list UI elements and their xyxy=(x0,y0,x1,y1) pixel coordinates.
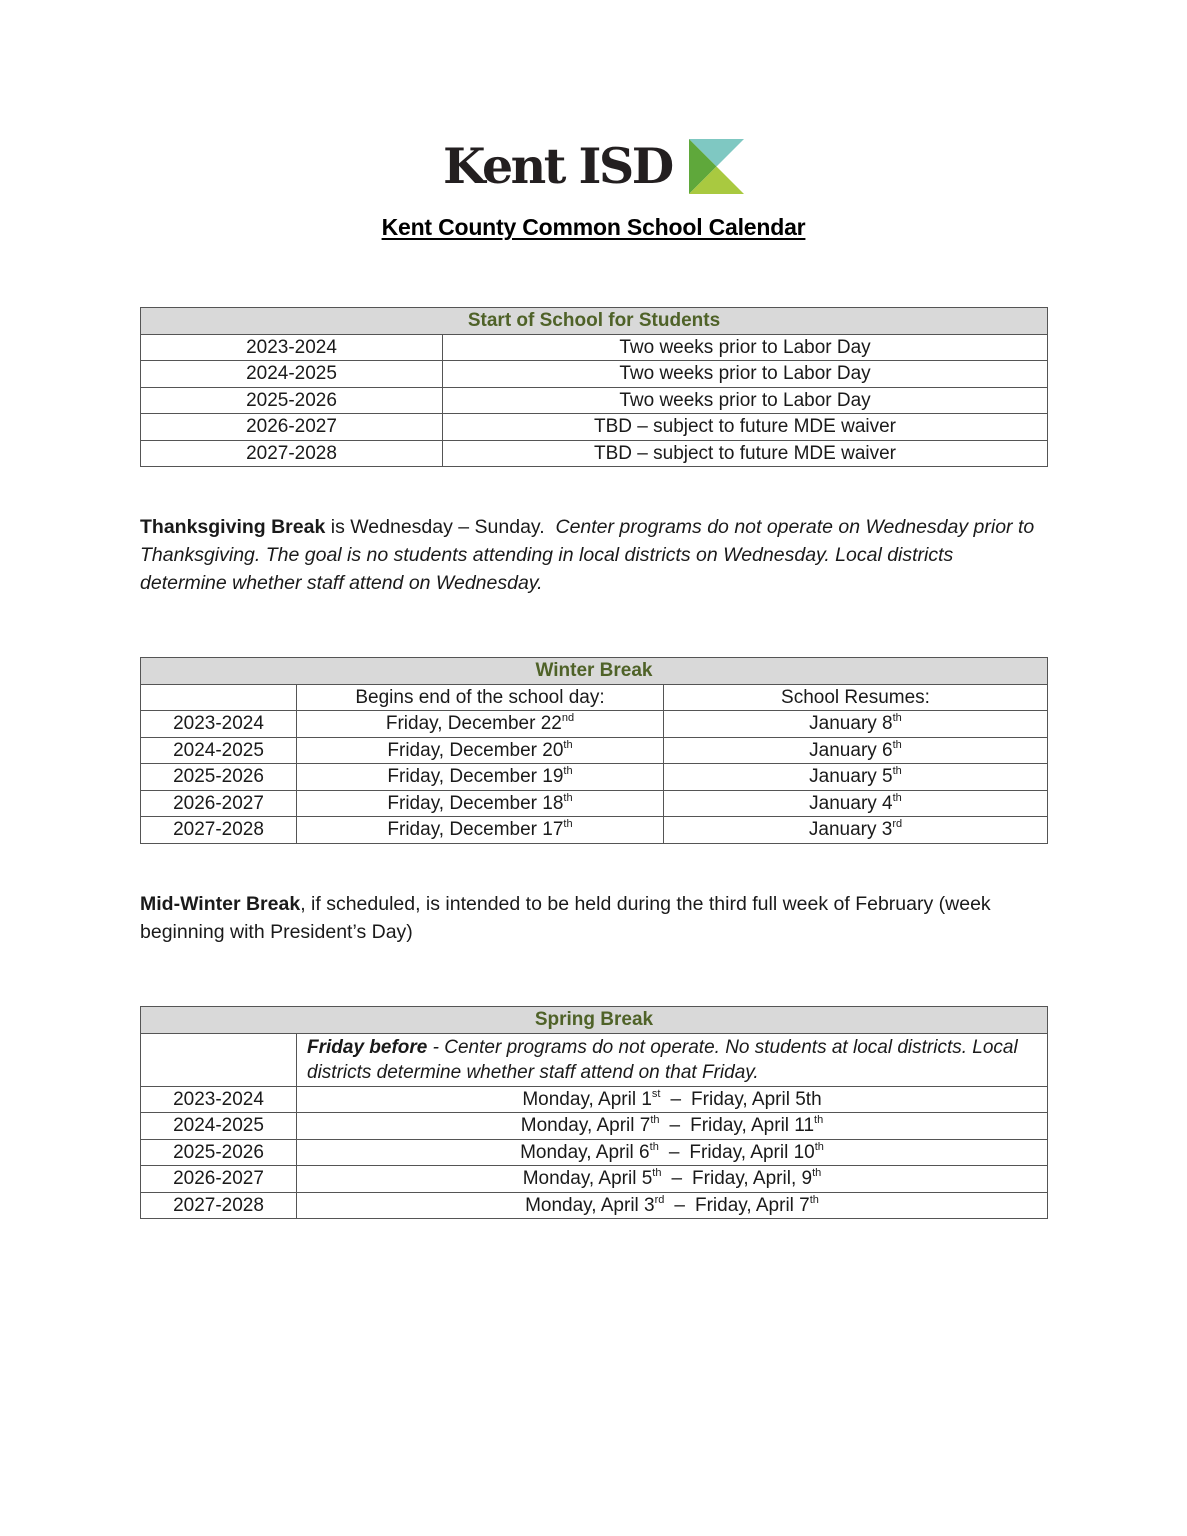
resumes-cell: January 3rd xyxy=(664,817,1048,844)
table-row xyxy=(141,817,1048,844)
year-cell: 2025-2026 xyxy=(141,764,297,791)
thanksgiving-paragraph xyxy=(140,513,1040,597)
year-cell: 2027-2028 xyxy=(141,1192,297,1219)
page-title: Kent County Common School Calendar xyxy=(381,214,806,240)
year-cell: 2023-2024 xyxy=(141,711,297,738)
year-cell: 2025-2026 xyxy=(141,387,443,414)
table-title: Spring Break xyxy=(141,1007,1048,1034)
dates-cell: Monday, April 6th – Friday, April 10th xyxy=(297,1139,1048,1166)
year-cell: 2024-2025 xyxy=(141,361,443,388)
begins-cell: Friday, December 17th xyxy=(297,817,664,844)
table-row xyxy=(141,1192,1048,1219)
year-cell: 2027-2028 xyxy=(141,440,443,467)
begins-cell: Friday, December 19th xyxy=(297,764,664,791)
dates-cell: Monday, April 7th – Friday, April 11th xyxy=(297,1113,1048,1140)
table-row xyxy=(141,387,1048,414)
table-row xyxy=(141,1086,1048,1113)
thanksgiving-note: Center programs do not operate on Wednesday prior to Thanksgiving. The goal is no students attending in local districts on Wednesday. Local districts determine whether staff attend on Wednesday. xyxy=(140,516,1035,594)
begins-cell: Friday, December 22nd xyxy=(297,711,664,738)
table-row xyxy=(141,414,1048,441)
value-cell: Two weeks prior to Labor Day xyxy=(443,387,1048,414)
year-cell: 2027-2028 xyxy=(141,817,297,844)
table-row xyxy=(141,790,1048,817)
year-cell: 2026-2027 xyxy=(141,1166,297,1193)
table-row xyxy=(141,737,1048,764)
year-cell: 2026-2027 xyxy=(141,790,297,817)
kent-isd-k-mark-icon xyxy=(689,139,744,194)
resumes-cell: January 4th xyxy=(664,790,1048,817)
winter-break-table xyxy=(140,657,1048,844)
year-cell: 2026-2027 xyxy=(141,414,443,441)
dates-cell: Monday, April 3rd – Friday, April 7th xyxy=(297,1192,1048,1219)
table-row xyxy=(141,334,1048,361)
begins-cell: Friday, December 18th xyxy=(297,790,664,817)
empty-cell xyxy=(141,684,297,711)
year-cell: 2024-2025 xyxy=(141,1113,297,1140)
value-cell: Two weeks prior to Labor Day xyxy=(443,334,1048,361)
value-cell: Two weeks prior to Labor Day xyxy=(443,361,1048,388)
empty-cell xyxy=(141,1033,297,1086)
table-row xyxy=(141,711,1048,738)
table-row xyxy=(141,764,1048,791)
mid-winter-label: Mid-Winter Break xyxy=(140,893,301,915)
friday-before-note: Friday before - Center programs do not operate. No students at local districts. Local districts determine whether staff attend on that Friday. xyxy=(297,1033,1048,1086)
start-of-school-table xyxy=(140,307,1048,467)
year-cell: 2025-2026 xyxy=(141,1139,297,1166)
resumes-cell: January 8th xyxy=(664,711,1048,738)
table-title: Winter Break xyxy=(141,658,1048,685)
table-note-row xyxy=(141,1033,1048,1086)
mid-winter-text: , if scheduled, is intended to be held during the third full week of February (week beginning with President’s Day) xyxy=(140,893,991,943)
table-row xyxy=(141,1113,1048,1140)
spring-break-table xyxy=(140,1006,1048,1219)
table-row xyxy=(141,1166,1048,1193)
thanksgiving-label: Thanksgiving Break xyxy=(140,516,326,538)
kent-isd-logo xyxy=(443,136,672,196)
logo-wordmark: Kent ISD xyxy=(443,137,672,195)
year-cell: 2023-2024 xyxy=(141,334,443,361)
table-row xyxy=(141,361,1048,388)
dates-cell: Monday, April 5th – Friday, April, 9th xyxy=(297,1166,1048,1193)
begins-cell: Friday, December 20th xyxy=(297,737,664,764)
resumes-cell: January 6th xyxy=(664,737,1048,764)
resumes-cell: January 5th xyxy=(664,764,1048,791)
year-cell: 2023-2024 xyxy=(141,1086,297,1113)
mid-winter-paragraph xyxy=(140,890,1040,946)
table-title: Start of School for Students xyxy=(141,308,1048,335)
table-header-row xyxy=(141,684,1048,711)
dates-cell: Monday, April 1st – Friday, April 5th xyxy=(297,1086,1048,1113)
table-row xyxy=(141,1139,1048,1166)
table-row xyxy=(141,440,1048,467)
value-cell: TBD – subject to future MDE waiver xyxy=(443,414,1048,441)
column-header-resumes: School Resumes: xyxy=(664,684,1048,711)
year-cell: 2024-2025 xyxy=(141,737,297,764)
thanksgiving-dates: is Wednesday – Sunday. xyxy=(325,516,556,538)
column-header-begins: Begins end of the school day: xyxy=(297,684,664,711)
value-cell: TBD – subject to future MDE waiver xyxy=(443,440,1048,467)
